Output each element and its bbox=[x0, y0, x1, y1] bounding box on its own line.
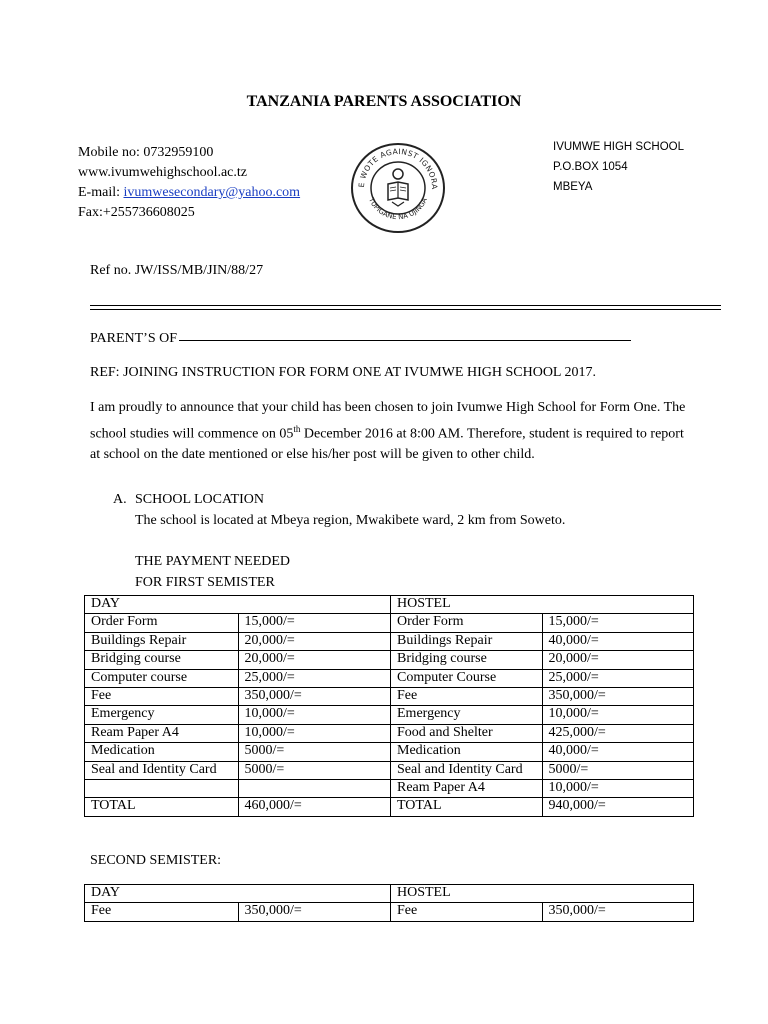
day-amount-cell: 5000/= bbox=[238, 743, 391, 761]
table-row bbox=[85, 903, 694, 921]
table-row bbox=[85, 706, 694, 724]
parents-label: PARENT’S OF bbox=[90, 331, 178, 346]
hostel-amount-cell: 25,000/= bbox=[542, 669, 694, 687]
day-amount-cell: 350,000/= bbox=[238, 903, 391, 921]
day-amount-cell: 350,000/= bbox=[238, 687, 391, 705]
hostel-item-cell: Fee bbox=[391, 687, 543, 705]
day-amount-cell: 10,000/= bbox=[238, 724, 391, 742]
day-item-cell: Order Form bbox=[85, 614, 239, 632]
hostel-amount-cell: 20,000/= bbox=[542, 651, 694, 669]
day-item-cell: TOTAL bbox=[85, 798, 239, 816]
table-row bbox=[85, 687, 694, 705]
school-seal-logo bbox=[342, 136, 454, 236]
website: www.ivumwehighschool.ac.tz bbox=[78, 165, 247, 180]
svg-text:WAGE WOTE AGAINST IGNORANCE: E WOTE AGAINST IGNORA bbox=[356, 146, 440, 190]
fax-number: Fax:+255736608025 bbox=[78, 205, 195, 220]
parents-line bbox=[90, 331, 631, 347]
table-row bbox=[85, 632, 694, 650]
day-item-cell: Emergency bbox=[85, 706, 239, 724]
day-amount-cell: 10,000/= bbox=[238, 706, 391, 724]
second-semester-table bbox=[84, 884, 694, 922]
school-pobox: P.O.BOX 1054 bbox=[553, 161, 628, 173]
parents-name-blank bbox=[179, 340, 631, 341]
table-header-row bbox=[85, 596, 694, 614]
table-row bbox=[85, 779, 694, 797]
hostel-amount-cell: 940,000/= bbox=[542, 798, 694, 816]
intro-superscript: th bbox=[293, 423, 301, 434]
hostel-item-cell: TOTAL bbox=[391, 798, 543, 816]
hostel-header: HOSTEL bbox=[391, 596, 694, 614]
day-amount-cell: 5000/= bbox=[238, 761, 391, 779]
day-amount-cell bbox=[238, 779, 391, 797]
hostel-item-cell: Computer Course bbox=[391, 669, 543, 687]
payment-heading-1: THE PAYMENT NEEDED bbox=[135, 554, 291, 569]
reference-number: Ref no. JW/ISS/MB/JIN/88/27 bbox=[90, 263, 264, 278]
email-link[interactable]: ivumwesecondary@yahoo.com bbox=[123, 185, 301, 200]
day-amount-cell: 25,000/= bbox=[238, 669, 391, 687]
day-header: DAY bbox=[85, 885, 391, 903]
hostel-item-cell: Seal and Identity Card bbox=[391, 761, 543, 779]
section-a-letter: A. bbox=[113, 492, 127, 507]
intro-paragraph bbox=[90, 398, 690, 465]
location-text: The school is located at Mbeya region, Mwakibete ward, 2 km from Soweto. bbox=[135, 513, 566, 528]
intro-text-2: December 2016 at 8:00 AM. Therefore, student is required to report at school on the date mentioned or else his/her post will be given to other child. bbox=[90, 426, 684, 462]
school-name: IVUMWE HIGH SCHOOL bbox=[553, 141, 684, 153]
hostel-header: HOSTEL bbox=[391, 885, 694, 903]
hostel-item-cell: Medication bbox=[391, 743, 543, 761]
table-row bbox=[85, 798, 694, 816]
svg-text:TUPIGANE NA UJINGA: TUPIGANE NA UJINGA bbox=[367, 196, 429, 222]
intro-text-1: I am proudly to announce that your child has been chosen to join Ivumwe High School for Form One. The school studies will commence on 05 bbox=[90, 400, 686, 442]
section-a-heading bbox=[113, 492, 264, 508]
hostel-amount-cell: 10,000/= bbox=[542, 706, 694, 724]
day-item-cell: Seal and Identity Card bbox=[85, 761, 239, 779]
day-item-cell: Fee bbox=[85, 687, 239, 705]
day-item-cell: Buildings Repair bbox=[85, 632, 239, 650]
day-amount-cell: 15,000/= bbox=[238, 614, 391, 632]
payment-heading-2: FOR FIRST SEMISTER bbox=[135, 575, 275, 590]
table-row bbox=[85, 651, 694, 669]
hostel-amount-cell: 425,000/= bbox=[542, 724, 694, 742]
table-row bbox=[85, 614, 694, 632]
day-header: DAY bbox=[85, 596, 391, 614]
hostel-item-cell: Fee bbox=[391, 903, 543, 921]
hostel-amount-cell: 40,000/= bbox=[542, 743, 694, 761]
table-row bbox=[85, 743, 694, 761]
hostel-amount-cell: 350,000/= bbox=[542, 903, 694, 921]
school-city: MBEYA bbox=[553, 181, 593, 193]
table-header-row bbox=[85, 885, 694, 903]
mobile-number: Mobile no: 0732959100 bbox=[78, 145, 214, 160]
table-row bbox=[85, 669, 694, 687]
second-semester-title: SECOND SEMISTER: bbox=[90, 853, 222, 868]
email-line bbox=[78, 183, 300, 203]
day-item-cell: Bridging course bbox=[85, 651, 239, 669]
day-item-cell: Ream Paper A4 bbox=[85, 724, 239, 742]
hostel-item-cell: Order Form bbox=[391, 614, 543, 632]
hostel-item-cell: Emergency bbox=[391, 706, 543, 724]
day-item-cell: Medication bbox=[85, 743, 239, 761]
email-label: E-mail: bbox=[78, 185, 124, 200]
ref-subject: REF: JOINING INSTRUCTION FOR FORM ONE AT IVUMWE HIGH SCHOOL 2017. bbox=[90, 365, 596, 380]
hostel-amount-cell: 350,000/= bbox=[542, 687, 694, 705]
section-a-title: SCHOOL LOCATION bbox=[135, 492, 264, 507]
day-item-cell bbox=[85, 779, 239, 797]
contact-block bbox=[78, 143, 300, 223]
page-title: TANZANIA PARENTS ASSOCIATION bbox=[246, 93, 522, 110]
table-row bbox=[85, 724, 694, 742]
day-item-cell: Computer course bbox=[85, 669, 239, 687]
day-amount-cell: 460,000/= bbox=[238, 798, 391, 816]
hostel-item-cell: Buildings Repair bbox=[391, 632, 543, 650]
day-amount-cell: 20,000/= bbox=[238, 651, 391, 669]
table-row bbox=[85, 761, 694, 779]
first-semester-table bbox=[84, 595, 694, 817]
hostel-item-cell: Bridging course bbox=[391, 651, 543, 669]
school-address bbox=[553, 137, 684, 197]
hostel-amount-cell: 40,000/= bbox=[542, 632, 694, 650]
double-divider bbox=[90, 305, 721, 310]
hostel-item-cell: Ream Paper A4 bbox=[391, 779, 543, 797]
hostel-amount-cell: 10,000/= bbox=[542, 779, 694, 797]
hostel-amount-cell: 5000/= bbox=[542, 761, 694, 779]
hostel-amount-cell: 15,000/= bbox=[542, 614, 694, 632]
hostel-item-cell: Food and Shelter bbox=[391, 724, 543, 742]
day-amount-cell: 20,000/= bbox=[238, 632, 391, 650]
day-item-cell: Fee bbox=[85, 903, 239, 921]
